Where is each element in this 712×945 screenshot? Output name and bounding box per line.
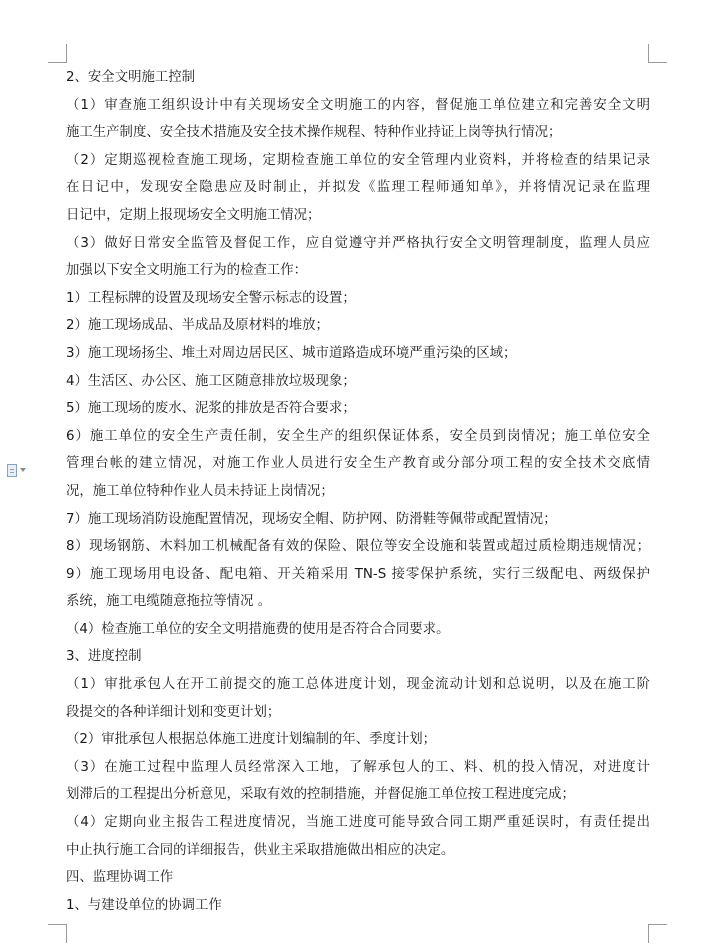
paragraph-line: 在日记中，发现安全隐患应及时制止，并拟发《监理工程师通知单》，并将情况记录在监理: [66, 180, 650, 196]
list-item: 9）施工现场用电设备、配电箱、开关箱采用 TN-S 接零保护系统，实行三级配电、两级保护: [66, 566, 650, 582]
paragraph-line: 施工生产制度、安全技术措施及安全技术操作规程、特种作业持证上岗等执行情况；: [66, 125, 562, 141]
list-item: 5）施工现场的废水、泥浆的排放是否符合要求；: [66, 401, 356, 417]
paragraph-line: 划滞后的工程提出分析意见，采取有效的控制措施，并督促施工单位按工程进度完成；: [66, 787, 575, 803]
list-item: 况，施工单位特种作业人员未持证上岗情况；: [66, 483, 334, 499]
document-body: [66, 64, 650, 919]
list-item: 1）工程标牌的设置及现场安全警示标志的设置；: [66, 290, 356, 306]
paragraph-line: （3）做好日常安全监管及督促工作，应自觉遵守并严格执行安全文明管理制度，监理人员应: [66, 235, 650, 251]
list-item: 系统，施工电缆随意拖拉等情况 。: [66, 594, 272, 610]
document-icon[interactable]: [7, 463, 33, 477]
chapter-heading: 四、监理协调工作: [66, 870, 174, 886]
list-item: 4）生活区、办公区、施工区随意排放垃圾现象；: [66, 373, 356, 389]
list-item: 6）施工单位的安全生产责任制，安全生产的组织保证体系，安全员到岗情况；施工单位安全: [66, 428, 650, 444]
paragraph-line: 段提交的各种详细计划和变更计划；: [66, 704, 281, 720]
crop-mark-bottom-left: [48, 924, 67, 943]
paragraph-line: （4）检查施工单位的安全文明措施费的使用是否符合合同要求。: [66, 621, 450, 637]
section-heading: 1、与建设单位的协调工作: [66, 897, 222, 913]
section-heading: 3、进度控制: [66, 649, 142, 665]
list-item: 7）施工现场消防设施配置情况，现场安全帽、防护网、防滑鞋等佩带或配置情况；: [66, 511, 557, 527]
list-item: 2）施工现场成品、半成品及原材料的堆放；: [66, 318, 329, 334]
paragraph-line: 加强以下安全文明施工行为的检查工作：: [66, 263, 308, 279]
paragraph-line: 日记中，定期上报现场安全文明施工情况；: [66, 207, 321, 223]
list-item: 3）施工现场扬尘、堆土对周边居民区、城市道路造成环境严重污染的区域；: [66, 345, 517, 361]
document-sheet-icon: [7, 464, 17, 477]
list-item: 8）现场钢筋、木料加工机械配备有效的保险、限位等安全设施和装置或超过质检期违规情况；: [66, 539, 650, 555]
paragraph-line: （2）审批承包人根据总体施工进度计划编制的年、季度计划；: [66, 732, 437, 748]
paragraph-line: （1）审批承包人在开工前提交的施工总体进度计划，现金流动计划和总说明，以及在施工阶: [66, 677, 650, 693]
paragraph-line: （2）定期巡视检查施工现场，定期检查施工单位的安全管理内业资料，并将检查的结果记录: [66, 152, 650, 168]
paragraph-line: （4）定期向业主报告工程进度情况，当施工进度可能导致合同工期严重延误时，有责任提出: [66, 815, 650, 831]
list-item: 管理台帐的建立情况，对施工作业人员进行安全生产教育或分部分项工程的安全技术交底情: [66, 456, 650, 472]
crop-mark-bottom-right: [648, 924, 667, 943]
paragraph-line: （3）在施工过程中监理人员经常深入工地，了解承包人的工、料、机的投入情况，对进度计: [66, 759, 650, 775]
chevron-down-icon: [20, 468, 26, 472]
paragraph-line: （1）审查施工组织设计中有关现场安全文明施工的内容，督促施工单位建立和完善安全文明: [66, 97, 650, 113]
crop-mark-top-right: [648, 44, 667, 63]
crop-mark-top-left: [48, 44, 67, 63]
section-heading: 2、安全文明施工控制: [66, 70, 196, 85]
paragraph-line: 中止执行施工合同的详细报告，供业主采取措施做出相应的决定。: [66, 842, 455, 858]
